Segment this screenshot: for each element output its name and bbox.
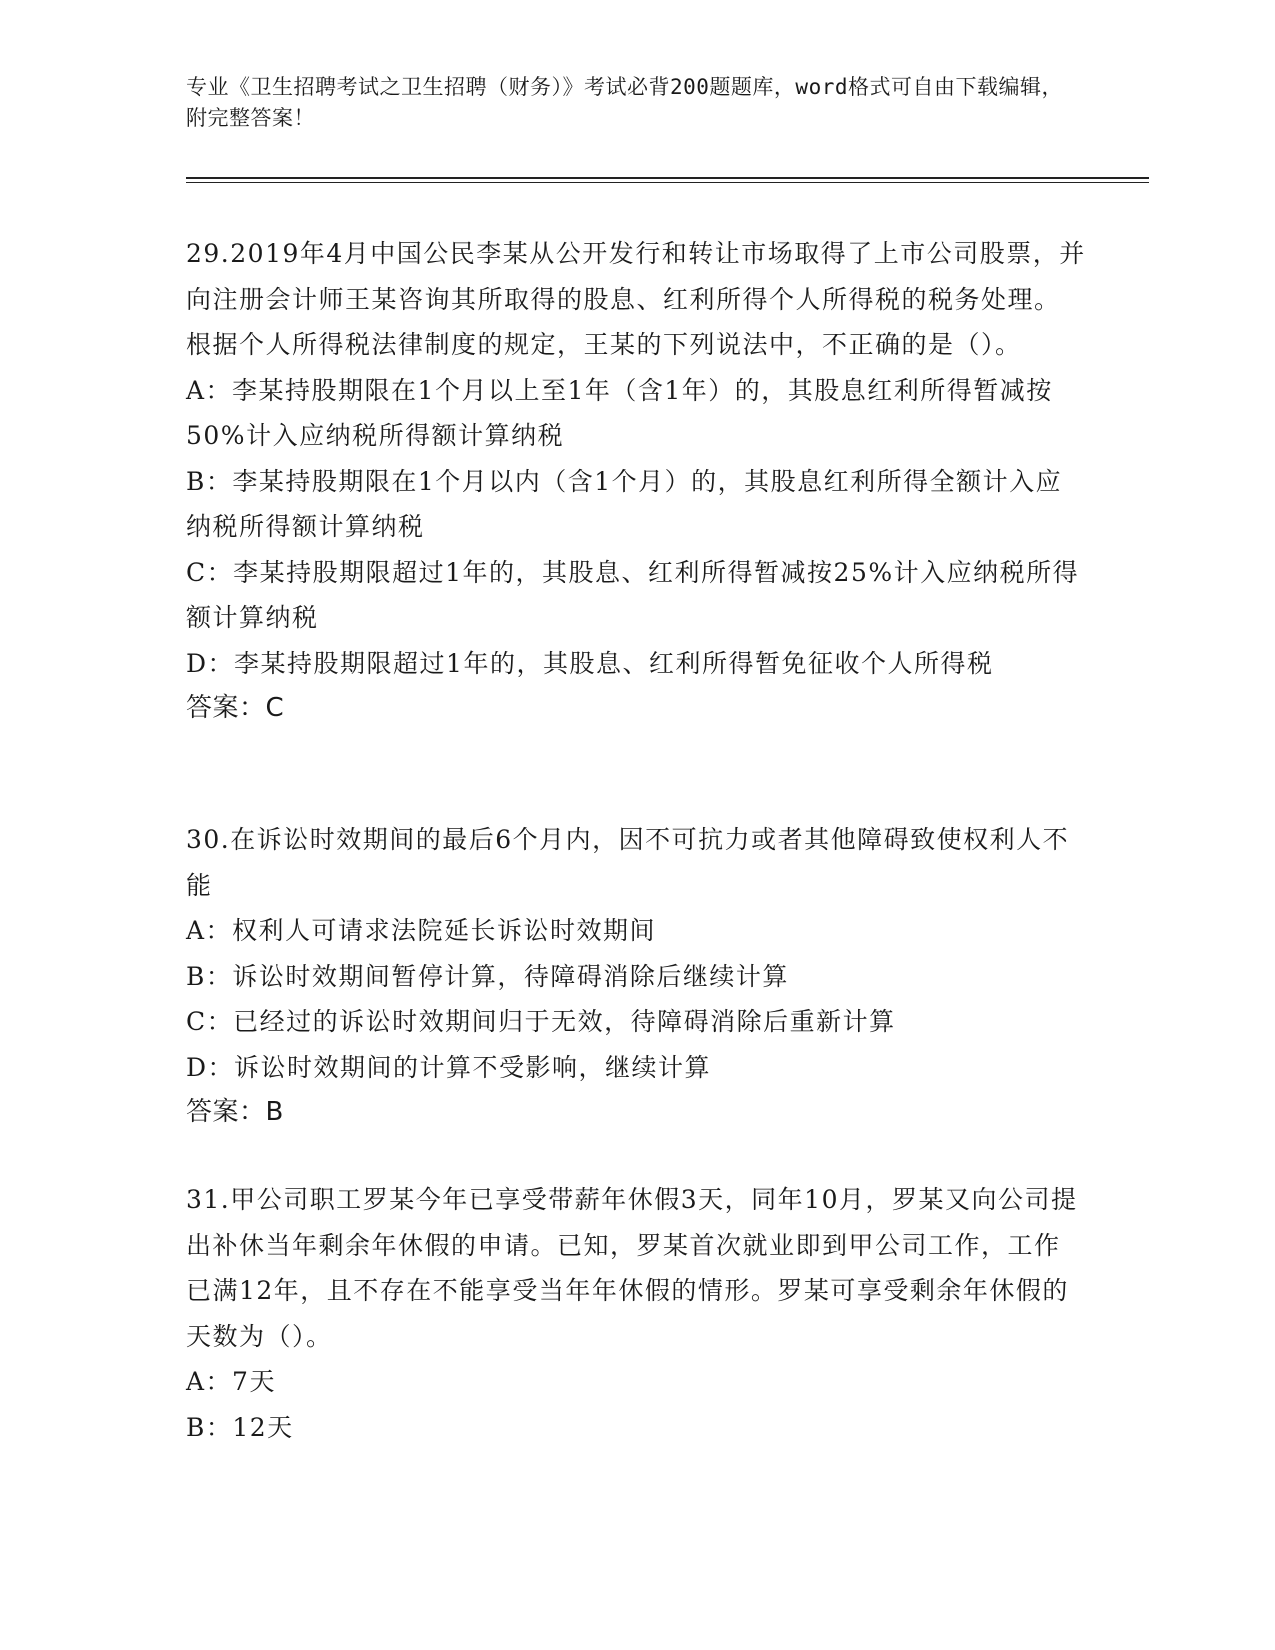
question-stem: 29.2019年4月中国公民李某从公开发行和转让市场取得了上市公司股票，并向注册会计师王某咨询其所取得的股息、红利所得个人所得税的税务处理。根据个人所得税法律制度的规定，王某的下列说法中，不正确的是（）。 <box>186 239 1086 359</box>
answer-line: 答案：B <box>186 1097 284 1127</box>
option-d: D：诉讼时效期间的计算不受影响，继续计算 <box>186 1052 712 1082</box>
question-30 <box>186 817 1086 1136</box>
question-29 <box>186 231 1086 732</box>
header-divider-thick <box>186 177 1149 179</box>
header-divider-thin <box>186 182 1149 183</box>
option-d: D：李某持股期限超过1年的，其股息、红利所得暂免征收个人所得税 <box>186 648 994 678</box>
answer-line: 答案：C <box>186 693 285 723</box>
question-31 <box>186 1177 1086 1450</box>
option-a: A：李某持股期限在1个月以上至1年（含1年）的，其股息红利所得暂减按50%计入应纳税所得额计算纳税 <box>186 375 1053 450</box>
option-b: B：12天 <box>186 1412 294 1442</box>
option-a: A：7天 <box>186 1367 276 1396</box>
question-stem: 31.甲公司职工罗某今年已享受带薪年休假3天，同年10月，罗某又向公司提出补休当年剩余年休假的申请。已知，罗某首次就业即到甲公司工作，工作已满12年，且不存在不能享受当年年休假的情形。罗某可享受剩余年休假的天数为（）。 <box>186 1185 1078 1351</box>
question-stem: 30.在诉讼时效期间的最后6个月内，因不可抗力或者其他障碍致使权利人不能 <box>186 825 1070 900</box>
option-b: B：诉讼时效期间暂停计算，待障碍消除后继续计算 <box>186 961 789 991</box>
option-a: A：权利人可请求法院延长诉讼时效期间 <box>186 916 657 945</box>
document-header: 专业《卫生招聘考试之卫生招聘（财务）》考试必背200题题库，word格式可自由下载编辑，附完整答案！ <box>186 75 1063 130</box>
option-b: B：李某持股期限在1个月以内（含1个月）的，其股息红利所得全额计入应纳税所得额计算纳税 <box>186 466 1063 541</box>
option-c: C：李某持股期限超过1年的，其股息、红利所得暂减按25%计入应纳税所得额计算纳税 <box>186 557 1080 632</box>
option-c: C：已经过的诉讼时效期间归于无效，待障碍消除后重新计算 <box>186 1007 896 1036</box>
